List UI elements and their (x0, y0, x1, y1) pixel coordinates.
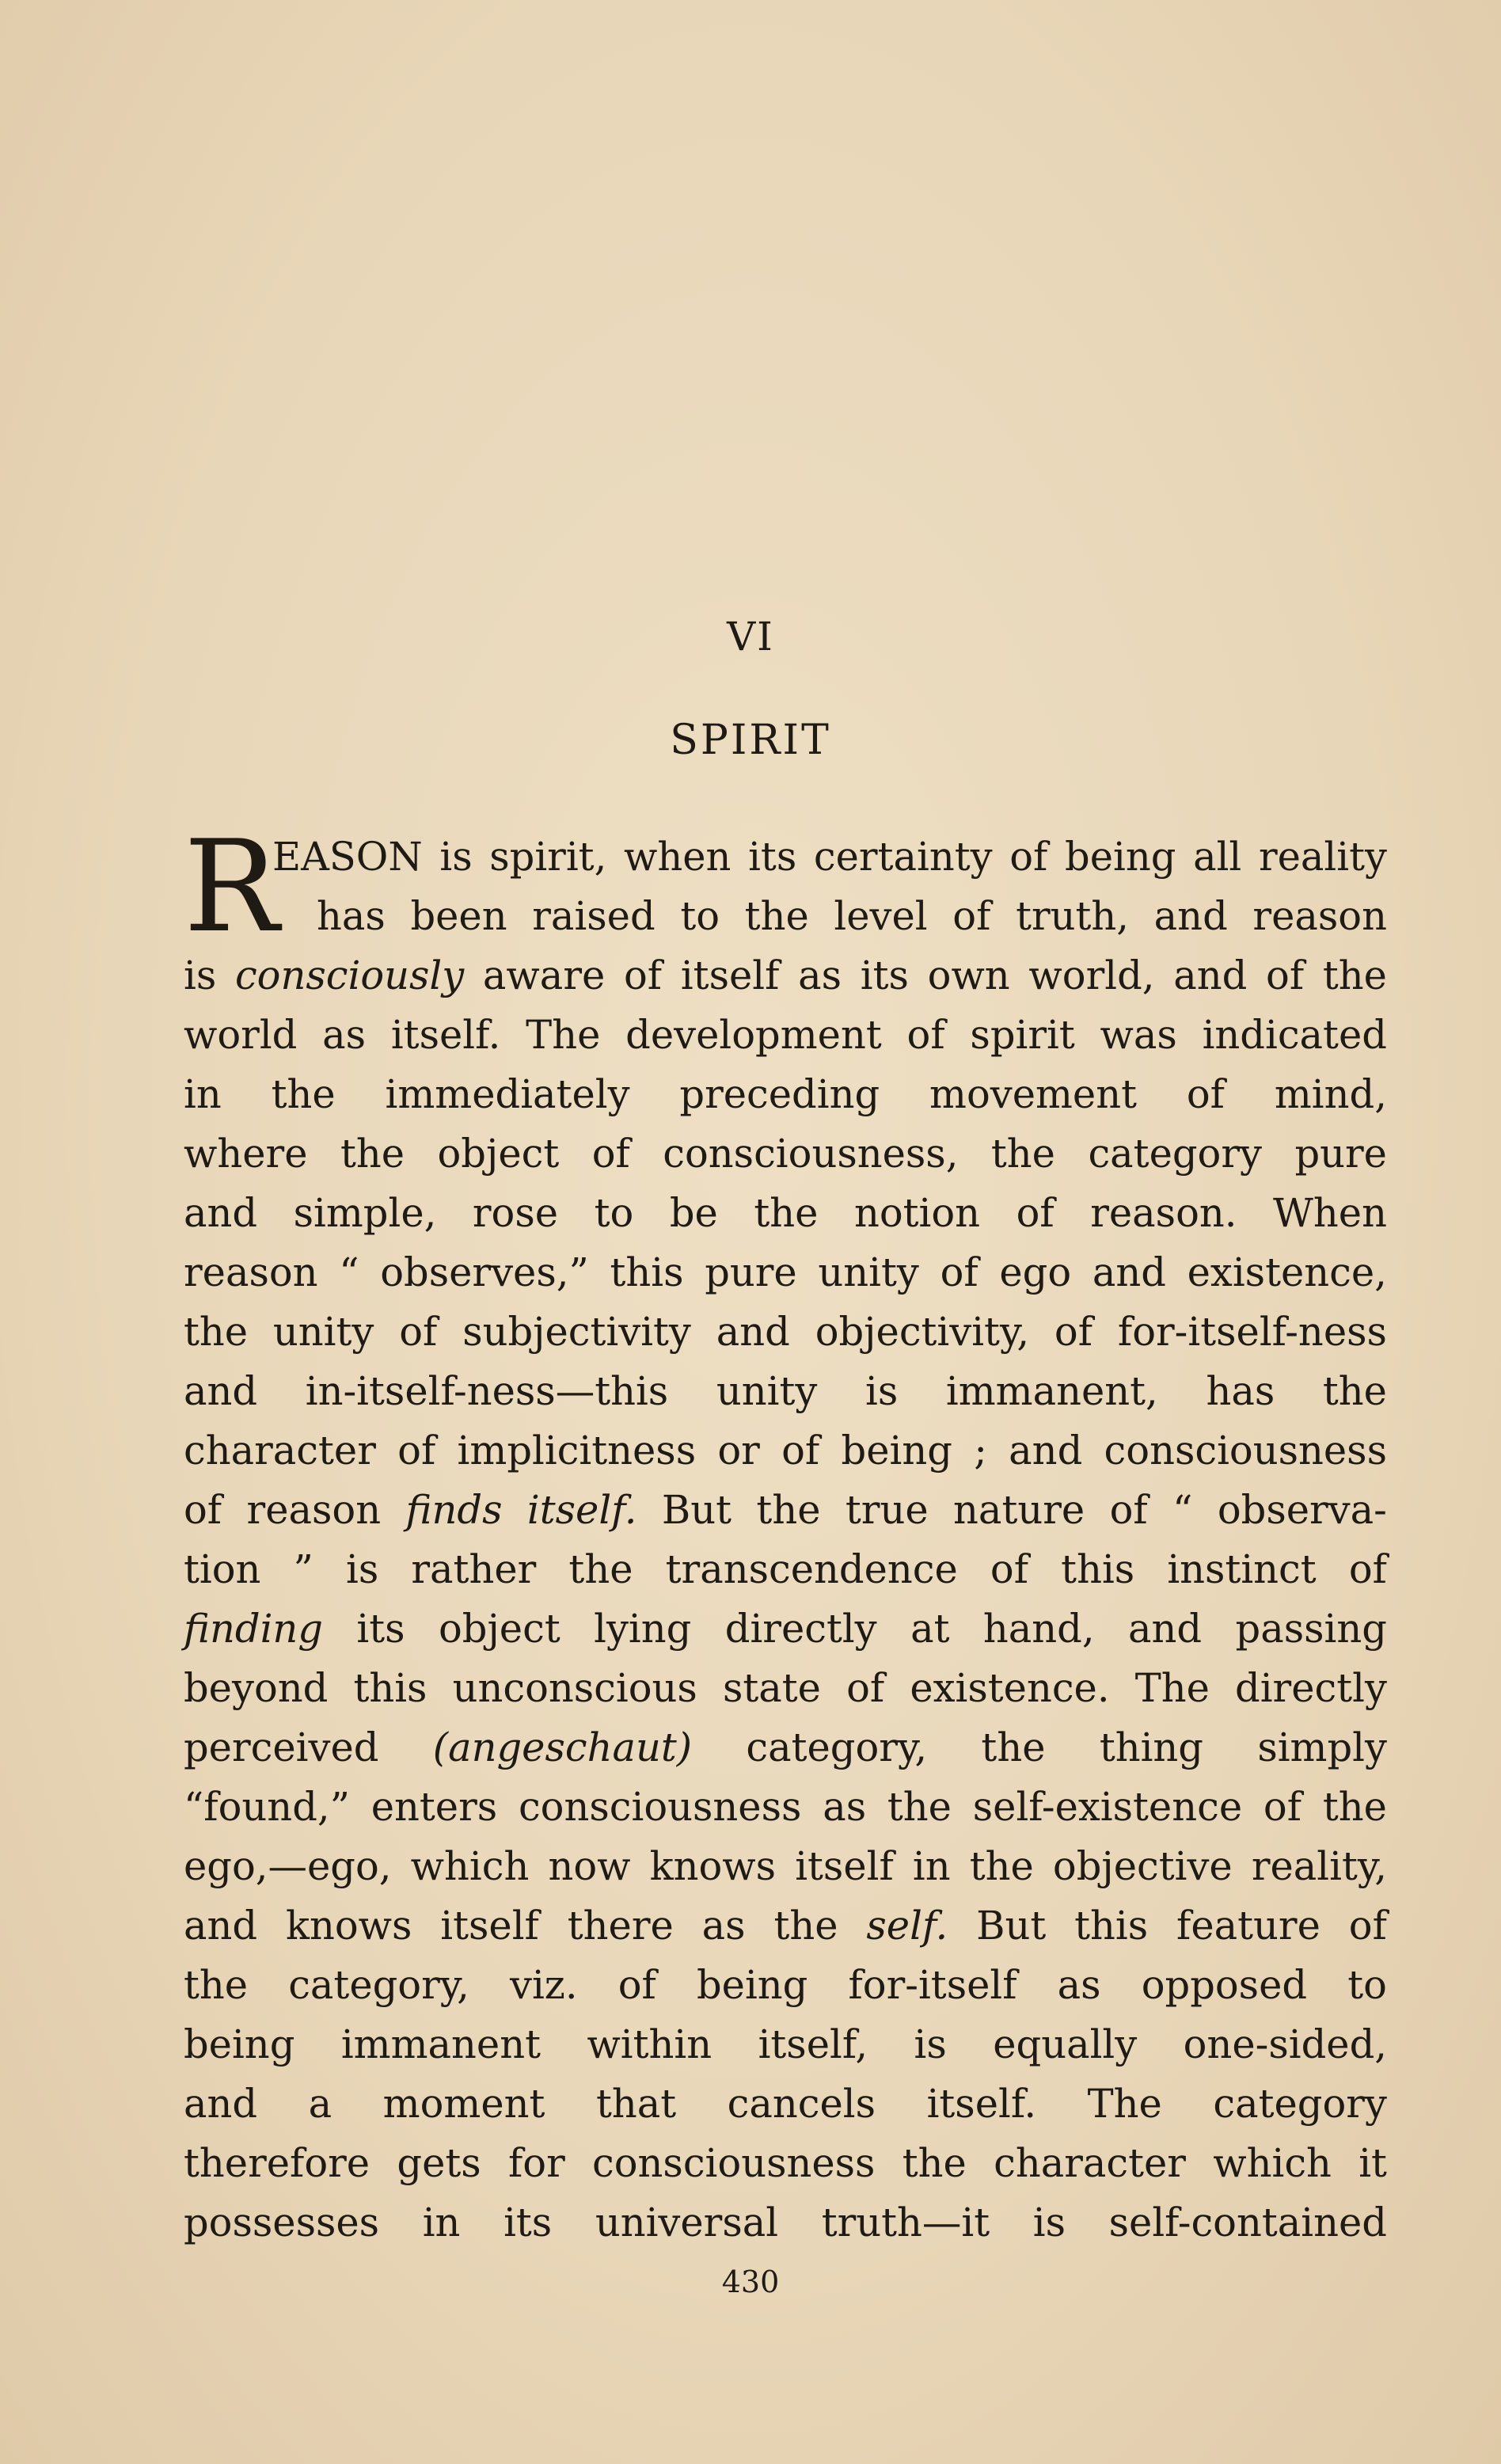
word: consciously (234, 953, 465, 998)
word: of (184, 1487, 222, 1533)
word: feature (1176, 1903, 1320, 1949)
word: existence. (910, 1665, 1110, 1711)
text-line (184, 1837, 1387, 1896)
word: of (1109, 1487, 1148, 1533)
word: of (1054, 1309, 1093, 1355)
word: has (317, 893, 386, 939)
word: state (722, 1665, 821, 1711)
word: When (1273, 1190, 1387, 1236)
word: for-itself (848, 1962, 1017, 2008)
word: spirit (970, 1012, 1075, 1058)
word: and (184, 1190, 258, 1236)
word: there (567, 1903, 674, 1949)
word: of (1263, 1784, 1302, 1830)
word: of (399, 1309, 438, 1355)
word: immediately (385, 1071, 630, 1117)
word: enters (370, 1784, 498, 1830)
word: opposed (1141, 1962, 1308, 2008)
word: the (271, 1071, 336, 1117)
word: is (1032, 2200, 1066, 2245)
word: truth, (1016, 893, 1130, 939)
word: the (754, 1190, 819, 1236)
word: its (504, 2200, 553, 2245)
word: is (346, 1546, 379, 1592)
word: category, (746, 1724, 928, 1770)
word: being (696, 1962, 808, 2008)
word: immanent, (945, 1368, 1158, 1414)
word: perceived (184, 1724, 379, 1770)
word: of (397, 1428, 436, 1473)
word: of (618, 1962, 656, 2008)
word: been (410, 893, 507, 939)
word: its (860, 953, 909, 998)
word: be (669, 1190, 718, 1236)
word: is (914, 2021, 947, 2067)
word: “found,” (184, 1784, 350, 1830)
word: true (845, 1487, 929, 1533)
word: existence, (1187, 1249, 1387, 1295)
word: the (969, 1843, 1034, 1889)
text-line (184, 1184, 1387, 1243)
word: for-itself-ness (1117, 1309, 1387, 1355)
word: of (940, 1249, 978, 1295)
word: lying (594, 1606, 692, 1652)
text-line (184, 1006, 1387, 1065)
word: finding (184, 1606, 323, 1652)
word: object (437, 1131, 560, 1177)
word: this (1061, 1546, 1135, 1592)
word: itself, (758, 2021, 868, 2067)
word: as (1057, 1962, 1101, 2008)
word: mind, (1274, 1071, 1387, 1117)
word: of (990, 1546, 1029, 1592)
word: of (1266, 953, 1305, 998)
word: in (184, 1071, 222, 1117)
word: tion (184, 1546, 261, 1592)
word: preceding (679, 1071, 880, 1117)
word: directly (1235, 1665, 1387, 1711)
word: is (864, 1368, 899, 1414)
word: pure (1294, 1131, 1387, 1177)
word: moment (382, 2081, 545, 2127)
word: (angeschaut) (432, 1724, 693, 1770)
word: when (623, 834, 732, 880)
word: is (439, 834, 473, 880)
word: finds (405, 1487, 503, 1533)
word: hand, (982, 1606, 1095, 1652)
word: The (1134, 1665, 1210, 1711)
word: the (981, 1724, 1046, 1770)
word: all (1193, 834, 1242, 880)
word: unity (716, 1368, 818, 1414)
word: truth—it (821, 2200, 990, 2245)
word: the (990, 1131, 1055, 1177)
word: reason (246, 1487, 382, 1533)
word: and (1173, 953, 1248, 998)
word: itself (440, 1903, 539, 1949)
word: and (184, 2081, 258, 2127)
word: as (823, 1784, 867, 1830)
page-number: 430 (721, 2264, 780, 2299)
word: to (680, 893, 720, 939)
word: rose (472, 1190, 559, 1236)
word: reason (184, 1249, 318, 1295)
word: reason. (1090, 1190, 1237, 1236)
word: notion (853, 1190, 981, 1236)
word: spirit, (489, 834, 607, 880)
drop-cap: R (184, 812, 279, 960)
word: instinct (1167, 1546, 1317, 1592)
word: where (184, 1131, 308, 1177)
word: level (834, 893, 928, 939)
word: movement (929, 1071, 1138, 1117)
text-line (184, 2134, 1387, 2193)
word: own (927, 953, 1010, 998)
word: of (906, 1012, 945, 1058)
text-line (184, 1896, 1387, 1956)
word: within (587, 2021, 712, 2067)
word: “ (339, 1249, 359, 1295)
word: consciousness (518, 1784, 802, 1830)
word: in (912, 1843, 951, 1889)
word: pure (705, 1249, 797, 1295)
word: the (184, 1309, 249, 1355)
word: a (308, 2081, 332, 2127)
word: thing (1099, 1724, 1203, 1770)
word: knows (285, 1903, 412, 1949)
text-line (184, 1243, 1387, 1302)
word: being (1065, 834, 1176, 880)
word: world (184, 1012, 298, 1058)
word: cancels (727, 2081, 876, 2127)
word: itself. (390, 1012, 501, 1058)
word: which (1213, 2140, 1332, 2186)
word: passing (1235, 1606, 1387, 1652)
word: which (410, 1843, 530, 1889)
text-line (184, 1481, 1387, 1540)
text-line (184, 1302, 1387, 1362)
word: one-sided, (1183, 2021, 1387, 2067)
word: of (591, 1131, 630, 1177)
text-lines (184, 812, 1387, 2253)
word: character (184, 1428, 376, 1473)
word: the (1322, 1368, 1387, 1414)
word: observa- (1217, 1487, 1387, 1533)
word: reason (1252, 893, 1387, 939)
word: raised (532, 893, 656, 939)
word: the (1322, 953, 1387, 998)
word: to (594, 1190, 634, 1236)
word: or (717, 1428, 760, 1473)
text-line (184, 1718, 1387, 1778)
word: and (716, 1309, 790, 1355)
word: nature (953, 1487, 1085, 1533)
word: and (1128, 1606, 1203, 1652)
text-line (184, 1599, 1387, 1659)
word: The (526, 1012, 601, 1058)
word: the (887, 1784, 952, 1830)
word: objectivity, (815, 1309, 1030, 1355)
word: in-itself-ness—this (305, 1368, 669, 1414)
word: of (1009, 834, 1048, 880)
word: the (340, 1131, 405, 1177)
text-line (184, 1540, 1387, 1599)
word: possesses (184, 2200, 380, 2245)
word: the (756, 1487, 821, 1533)
word: and (1009, 1428, 1083, 1473)
word: ; (974, 1428, 987, 1473)
word: and (1092, 1249, 1166, 1295)
word: as (798, 953, 842, 998)
text-line (184, 1065, 1387, 1124)
chapter-number: VI (727, 614, 774, 660)
word: the (1322, 1784, 1387, 1830)
word: this (610, 1249, 684, 1295)
word: was (1100, 1012, 1177, 1058)
word: directly (724, 1606, 877, 1652)
word: gets (397, 2140, 481, 2186)
text-line (184, 946, 1387, 1006)
word: the (773, 1903, 838, 1949)
text-line (184, 887, 1387, 946)
word: of (846, 1665, 885, 1711)
text-line (184, 2074, 1387, 2134)
word: for (507, 2140, 565, 2186)
word: observes,” (380, 1249, 589, 1295)
word: the (744, 893, 809, 939)
word: ego,—ego, (184, 1843, 392, 1889)
word: consciousness, (663, 1131, 959, 1177)
word: as (701, 1903, 746, 1949)
word: simple, (293, 1190, 437, 1236)
word: of (781, 1428, 820, 1473)
word: itself (795, 1843, 894, 1889)
word: self-contained (1108, 2200, 1387, 2245)
word: simply (1257, 1724, 1387, 1770)
word: The (1087, 2081, 1162, 2127)
word: EASON (272, 834, 423, 880)
chapter-title: SPIRIT (670, 717, 831, 764)
word: equally (993, 2021, 1138, 2067)
word: rather (411, 1546, 537, 1592)
word: development (625, 1012, 882, 1058)
word: reality (1258, 834, 1387, 880)
word: ” (293, 1546, 314, 1592)
word: knows (649, 1843, 777, 1889)
word: unity (818, 1249, 919, 1295)
word: consciousness (592, 2140, 876, 2186)
word: category (1213, 2081, 1387, 2127)
word: and (1153, 893, 1228, 939)
word: this (353, 1665, 428, 1711)
word: transcendence (665, 1546, 958, 1592)
word: of (1016, 1190, 1054, 1236)
word: world, (1028, 953, 1155, 998)
word: immanent (340, 2021, 541, 2067)
word: aware (482, 953, 606, 998)
word: its (356, 1606, 405, 1652)
word: being (184, 2021, 295, 2067)
word: the (184, 1962, 249, 2008)
word: the (902, 2140, 967, 2186)
word: subjectivity (462, 1309, 691, 1355)
word: But (976, 1903, 1047, 1949)
word: implicitness (457, 1428, 697, 1473)
word: and (184, 1903, 258, 1949)
word: of (1186, 1071, 1225, 1117)
word: has (1206, 1368, 1275, 1414)
text-line (184, 2193, 1387, 2253)
word: unconscious (452, 1665, 697, 1711)
word: viz. (510, 1962, 578, 2008)
word: in (422, 2200, 461, 2245)
word: this (1074, 1903, 1149, 1949)
word: at (910, 1606, 950, 1652)
word: category (1088, 1131, 1262, 1177)
word: therefore (184, 2140, 370, 2186)
word: of (952, 893, 991, 939)
word: of (1348, 1546, 1387, 1592)
word: of (624, 953, 663, 998)
word: consciousness (1104, 1428, 1387, 1473)
body-text (184, 812, 1387, 2253)
word: is (184, 953, 217, 998)
word: that (595, 2081, 677, 2127)
word: itself (680, 953, 780, 998)
text-line (184, 1124, 1387, 1184)
text-line (184, 1362, 1387, 1421)
word: But (661, 1487, 732, 1533)
word: the (568, 1546, 633, 1592)
word: self-existence (972, 1784, 1243, 1830)
word: ego (999, 1249, 1072, 1295)
word: unity (272, 1309, 374, 1355)
word: itself. (526, 1487, 637, 1533)
word: it (1358, 2140, 1387, 2186)
word: beyond (184, 1665, 329, 1711)
word: certainty (813, 834, 993, 880)
word: to (1347, 1962, 1387, 2008)
word: self. (866, 1903, 948, 1949)
text-line (184, 827, 1387, 887)
word: of (1348, 1903, 1387, 1949)
text-line (184, 2015, 1387, 2074)
word: itself. (926, 2081, 1037, 2127)
text-line (184, 1956, 1387, 2015)
text-line (184, 1421, 1387, 1481)
word: objective (1052, 1843, 1233, 1889)
word: as (322, 1012, 367, 1058)
word: now (548, 1843, 631, 1889)
word: indicated (1202, 1012, 1387, 1058)
word: character (994, 2140, 1186, 2186)
word: category, (288, 1962, 469, 2008)
text-line (184, 1659, 1387, 1718)
word: being (841, 1428, 952, 1473)
text-line (184, 1778, 1387, 1837)
word: universal (595, 2200, 779, 2245)
word: “ (1172, 1487, 1193, 1533)
word: object (438, 1606, 560, 1652)
word: and (184, 1368, 258, 1414)
word: its (748, 834, 797, 880)
word: reality, (1251, 1843, 1387, 1889)
